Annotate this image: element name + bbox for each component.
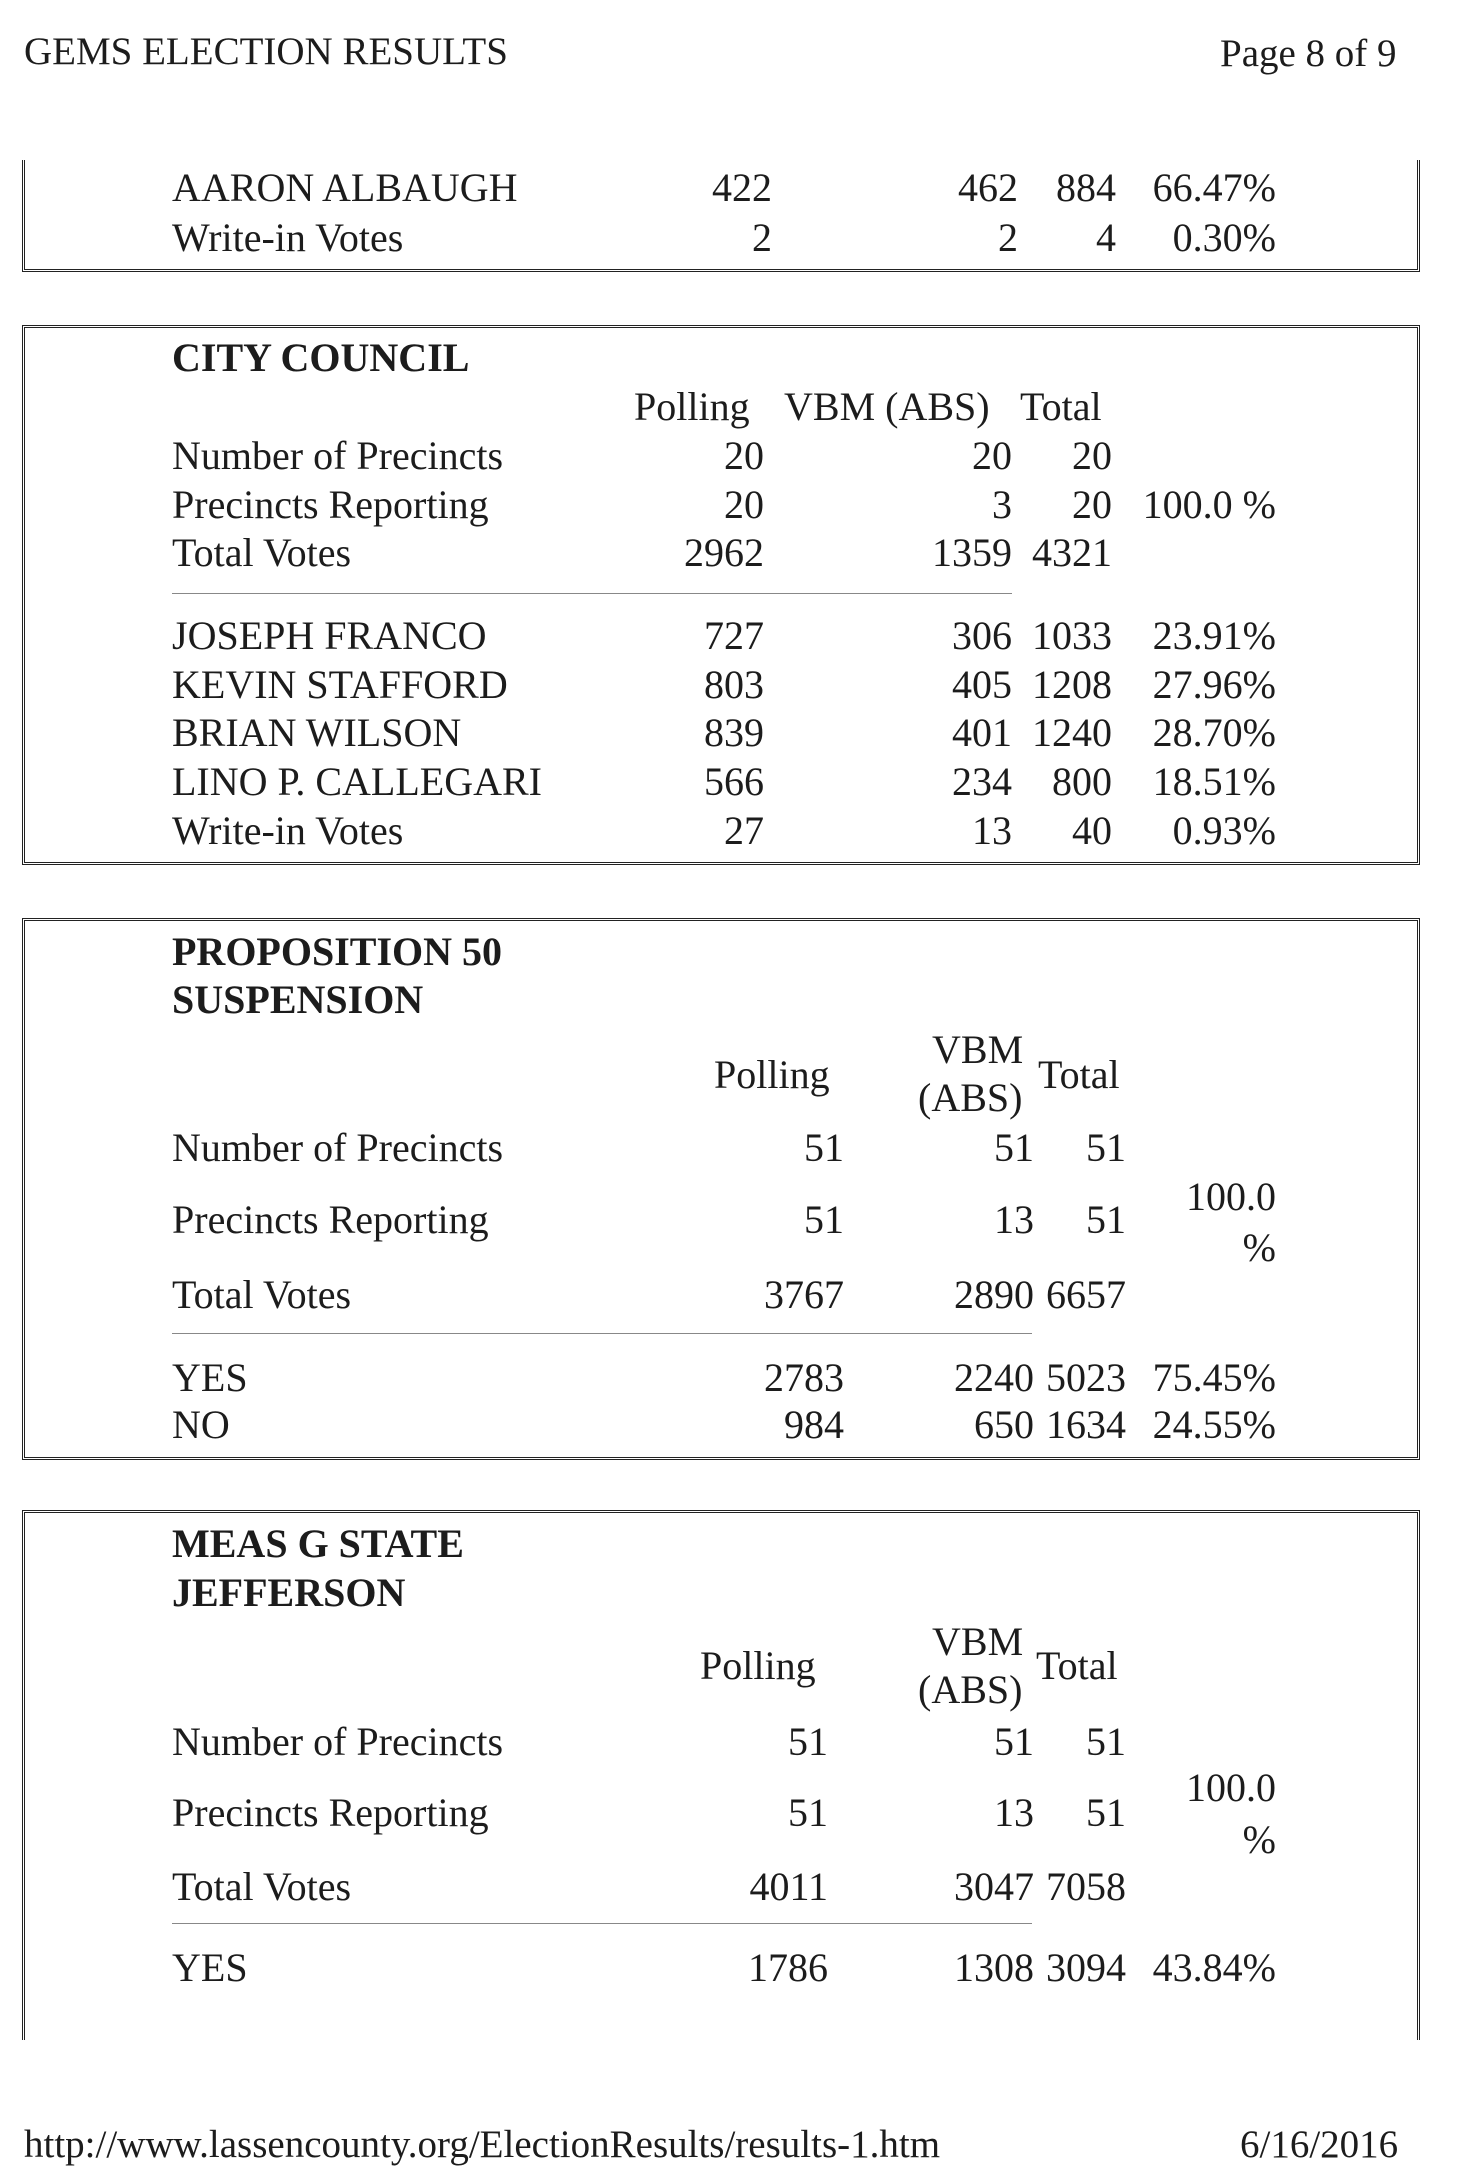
contest-title-line2: JEFFERSON [172,1570,406,1615]
vbm-votes: 401 [952,710,1012,755]
polling-value: 2962 [684,530,764,575]
total-value: 20 [1072,482,1112,527]
candidate-name: Write-in Votes [172,808,404,853]
column-header-vbm: VBM [932,1027,1024,1072]
contest-title: CITY COUNCIL [172,335,470,380]
vbm-value: 2890 [954,1272,1034,1317]
percent-reporting: 100.0 [1186,1765,1276,1810]
polling-votes: 2783 [764,1355,844,1400]
choice-name: YES [172,1945,248,1990]
vbm-votes: 13 [972,808,1012,853]
divider [172,1333,1032,1334]
stat-label: Precincts Reporting [172,1197,489,1242]
total-votes: 800 [1052,759,1112,804]
percent: 18.51% [1152,759,1276,804]
percent: 0.30% [1172,215,1276,260]
vbm-value: 13 [994,1197,1034,1242]
polling-votes: 2 [752,215,772,260]
percent: 24.55% [1152,1402,1276,1447]
contest-title-line1: MEAS G STATE [172,1521,464,1566]
column-header-total: Total [1038,1052,1120,1097]
total-value: 51 [1086,1197,1126,1242]
total-votes: 1208 [1032,662,1112,707]
polling-value: 51 [788,1790,828,1835]
stat-label: Total Votes [172,1864,352,1909]
footer-url: http://www.lassencounty.org/ElectionResults/results-1.htm [24,2123,941,2166]
candidate-name: KEVIN STAFFORD [172,662,508,707]
stat-label: Total Votes [172,1272,352,1317]
stat-label: Precincts Reporting [172,482,489,527]
candidate-name: JOSEPH FRANCO [172,613,487,658]
percent-sign: % [1242,1817,1276,1862]
vbm-votes: 1308 [954,1945,1034,1990]
vbm-value: 3047 [954,1864,1034,1909]
choice-name: NO [172,1402,230,1447]
polling-value: 3767 [764,1272,844,1317]
percent-reporting: 100.0 % [1142,482,1276,527]
vbm-votes: 2 [998,215,1018,260]
column-header-polling: Polling [700,1643,816,1688]
stat-label: Precincts Reporting [172,1790,489,1835]
column-header-polling: Polling [714,1052,830,1097]
stat-label: Number of Precincts [172,1125,504,1170]
total-votes: 3094 [1046,1945,1126,1990]
column-header-vbm: VBM [932,1619,1024,1664]
divider [172,593,1012,594]
total-value: 51 [1086,1790,1126,1835]
total-value: 20 [1072,433,1112,478]
polling-value: 51 [804,1125,844,1170]
total-value: 7058 [1046,1864,1126,1909]
percent: 66.47% [1152,165,1276,210]
polling-votes: 422 [712,165,772,210]
candidate-name: LINO P. CALLEGARI [172,759,542,804]
column-header-abs: (ABS) [918,1667,1023,1712]
vbm-value: 20 [972,433,1012,478]
total-value: 4321 [1032,530,1112,575]
total-value: 6657 [1046,1272,1126,1317]
vbm-value: 13 [994,1790,1034,1835]
polling-value: 51 [788,1719,828,1764]
vbm-votes: 2240 [954,1355,1034,1400]
candidate-name: Write-in Votes [172,215,404,260]
vbm-value: 51 [994,1125,1034,1170]
polling-votes: 27 [724,808,764,853]
polling-value: 4011 [749,1864,828,1909]
vbm-votes: 306 [952,613,1012,658]
percent-reporting: 100.0 [1186,1174,1276,1219]
total-votes: 40 [1072,808,1112,853]
stat-label: Total Votes [172,530,352,575]
total-value: 51 [1086,1125,1126,1170]
percent: 23.91% [1152,613,1276,658]
percent: 27.96% [1152,662,1276,707]
total-value: 51 [1086,1719,1126,1764]
document-title: GEMS ELECTION RESULTS [24,30,508,73]
stat-label: Number of Precincts [172,433,504,478]
polling-votes: 727 [704,613,764,658]
candidate-name: BRIAN WILSON [172,710,462,755]
polling-votes: 839 [704,710,764,755]
divider [172,1923,1032,1924]
total-votes: 1033 [1032,613,1112,658]
column-header-polling: Polling [634,384,750,429]
contest-title-line1: PROPOSITION 50 [172,929,503,974]
contest-title-line2: SUSPENSION [172,977,424,1022]
page-number: Page 8 of 9 [1220,32,1397,75]
total-votes: 884 [1056,165,1116,210]
vbm-votes: 234 [952,759,1012,804]
vbm-value: 3 [992,482,1012,527]
vbm-value: 51 [994,1719,1034,1764]
vbm-votes: 405 [952,662,1012,707]
percent: 0.93% [1172,808,1276,853]
polling-value: 20 [724,433,764,478]
footer-date: 6/16/2016 [1240,2123,1399,2166]
total-votes: 4 [1096,215,1116,260]
polling-votes: 984 [784,1402,844,1447]
polling-votes: 803 [704,662,764,707]
percent: 75.45% [1152,1355,1276,1400]
polling-value: 20 [724,482,764,527]
column-header-total: Total [1020,384,1102,429]
column-header-abs: (ABS) [918,1075,1023,1120]
column-header-total: Total [1036,1643,1118,1688]
candidate-name: AARON ALBAUGH [172,165,518,210]
column-header-vbm: VBM (ABS) [784,384,990,429]
total-votes: 1240 [1032,710,1112,755]
vbm-votes: 650 [974,1402,1034,1447]
vbm-votes: 462 [958,165,1018,210]
total-votes: 5023 [1046,1355,1126,1400]
total-votes: 1634 [1046,1402,1126,1447]
percent-sign: % [1242,1225,1276,1270]
polling-votes: 1786 [748,1945,828,1990]
polling-votes: 566 [704,759,764,804]
polling-value: 51 [804,1197,844,1242]
vbm-value: 1359 [932,530,1012,575]
percent: 28.70% [1152,710,1276,755]
choice-name: YES [172,1355,248,1400]
percent: 43.84% [1152,1945,1276,1990]
stat-label: Number of Precincts [172,1719,504,1764]
